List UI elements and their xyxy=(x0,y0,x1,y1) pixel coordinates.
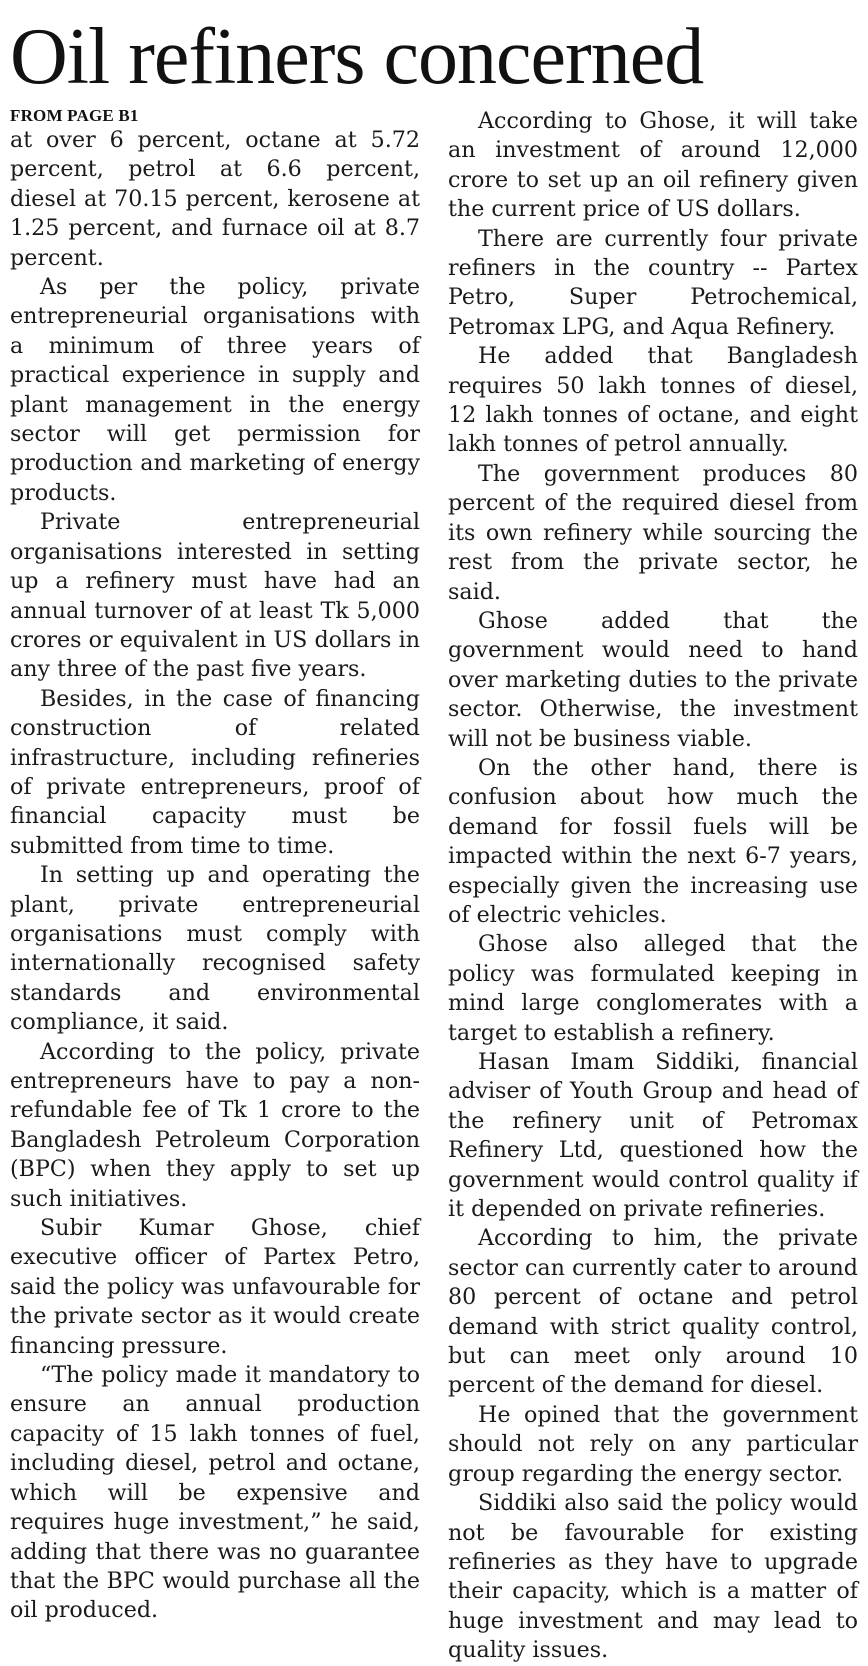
paragraph: at over 6 percent, octane at 5.72 percent, petrol at 6.6 percent, diesel at 70.15 percent, kerosene at 1.25 percent, and furnace oil at 8.7 percent. xyxy=(10,127,420,271)
paragraph: Ghose added that the government would need to hand over marketing duties to the private sector. Otherwise, the investment will not be business viable. xyxy=(448,607,858,752)
paragraph: According to the policy, private entrepreneurs have to pay a non-refundable fee of Tk 1 crore to the Bangladesh Petroleum Corporation (BPC) when they apply to set up such initiatives. xyxy=(10,1038,420,1212)
paragraph: On the other hand, there is confusion about how much the demand for fossil fuels will be impacted within the next 6-7 years, especially given the increasing use of electric vehicles. xyxy=(448,754,858,928)
jump-label: FROM PAGE B1 xyxy=(10,106,139,125)
paragraph: According to him, the private sector can currently cater to around 80 percent of octane and petrol demand with strict quality control, but can meet only around 10 percent of the demand for diesel. xyxy=(448,1225,858,1399)
article-column-left xyxy=(10,107,420,1626)
paragraph: The government produces 80 percent of the required diesel from its own refinery while sourcing the rest from the private sector, he said. xyxy=(448,460,858,605)
paragraph: Hasan Imam Siddiki, financial adviser of Youth Group and head of the refinery unit of Petromax Refinery Ltd, questioned how the government would control quality if it depended on private refineries. xyxy=(448,1049,858,1223)
paragraph: “The policy made it mandatory to ensure an annual production capacity of 15 lakh tonnes of fuel, including diesel, petrol and octane, which will be expensive and requires huge investment,” he said, adding that there was no guarantee that the BPC would purchase all the oil produced. xyxy=(10,1362,420,1624)
paragraph: Ghose also alleged that the policy was formulated keeping in mind large conglomerates with a target to establish a refinery. xyxy=(448,931,858,1046)
paragraph: As per the policy, private entrepreneurial organisations with a minimum of three years of practical experience in supply and plant management in the energy sector will get permission for production and marketing of energy products. xyxy=(10,274,420,506)
paragraph: Besides, in the case of financing construction of related infrastructure, including refineries of private entrepreneurs, proof of financial capacity must be submitted from time to time. xyxy=(10,685,420,859)
paragraph: According to Ghose, it will take an investment of around 12,000 crore to set up an oil refinery given the current price of US dollars. xyxy=(448,108,858,223)
paragraph: He added that Bangladesh requires 50 lakh tonnes of diesel, 12 lakh tonnes of octane, and eight lakh tonnes of petrol annually. xyxy=(448,343,858,458)
paragraph: Private entrepreneurial organisations interested in setting up a refinery must have had an annual turnover of at least Tk 5,000 crores or equivalent in US dollars in any three of the past five years. xyxy=(10,509,420,683)
paragraph: In setting up and operating the plant, private entrepreneurial organisations must comply with internationally recognised safety standards and environmental compliance, it said. xyxy=(10,862,420,1036)
paragraph: Subir Kumar Ghose, chief executive officer of Partex Petro, said the policy was unfavourable for the private sector as it would create financing pressure. xyxy=(10,1215,420,1359)
article-headline: Oil refiners concerned xyxy=(10,13,704,101)
paragraph: There are currently four private refiners in the country -- Partex Petro, Super Petrochemical, Petromax LPG, and Aqua Refinery. xyxy=(448,225,858,340)
paragraph: Siddiki also said the policy would not be favourable for existing refineries as they have to upgrade their capacity, which is a matter of huge investment and may lead to quality issues. xyxy=(448,1490,858,1664)
paragraph: He opined that the government should not rely on any particular group regarding the energy sector. xyxy=(448,1401,858,1487)
article-column-right xyxy=(448,107,858,1666)
